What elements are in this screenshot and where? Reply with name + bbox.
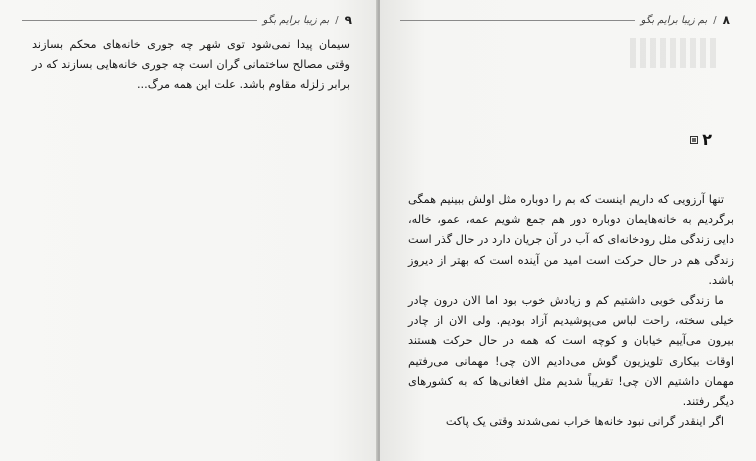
right-page	[380, 0, 756, 461]
show-through-ghost	[630, 38, 720, 68]
right-body-text	[408, 190, 734, 432]
right-paragraph-1: تنها آرزویی که داریم اینست که بم را دوباره مثل اولش ببینیم همگی برگردیم به خانه‌هایمان دوباره دور هم جمع شویم عمه، عمو، خاله، دایی زندگی مثل رودخانه‌ای که آب در آن جریان دارد در حال گذر است زندگی هم در حال حرکت است امید من آینده است که بهتر از دیروز باشد.	[408, 193, 734, 287]
left-body-text	[32, 35, 350, 96]
right-running-head	[400, 12, 730, 28]
left-head-separator: /	[335, 14, 339, 26]
left-paragraph-1: سیمان پیدا نمی‌شود توی شهر چه جوری خانه‌های محکم بسازند وقتی مصالح ساختمانی گران است چه جوری خانه‌هایی بسازند که در برابر زلزله مقاوم باشد. علت این همه مرگ...	[32, 38, 350, 92]
left-running-head	[22, 12, 352, 28]
left-head-rule	[22, 20, 257, 21]
left-page-number: ۹	[344, 13, 352, 27]
chapter-ornament-icon	[690, 136, 698, 144]
chapter-marker	[690, 130, 712, 149]
right-page-number: ۸	[722, 13, 730, 27]
right-head-rule	[400, 20, 635, 21]
right-paragraph-3: اگر اینقدر گرانی نبود خانه‌ها خراب نمی‌شدند وقتی یک پاکت	[445, 415, 724, 429]
right-paragraph-2: ما زندگی خوبی داشتیم کم و زیادش خوب بود اما الان درون چادر خیلی سخته، راحت لباس می‌پوشیدیم آزاد بودیم. ولی الان از چادر بیرون می‌آییم خیابان و کوچه است که همه در حال حرکت هستند اوقات بیکاری تلویزیون گوش می‌دادیم الان چی! مهمانی می‌رفتیم مهمان داشتیم الان چی! تقریباً شدیم مثل افغانی‌ها که به کشورهای دیگر رفتند.	[408, 294, 734, 409]
left-running-title: بم زیبا برایم بگو	[262, 14, 330, 26]
right-head-separator: /	[713, 14, 717, 26]
right-running-title: بم زیبا برایم بگو	[640, 14, 708, 26]
chapter-number: ۲	[702, 130, 712, 149]
